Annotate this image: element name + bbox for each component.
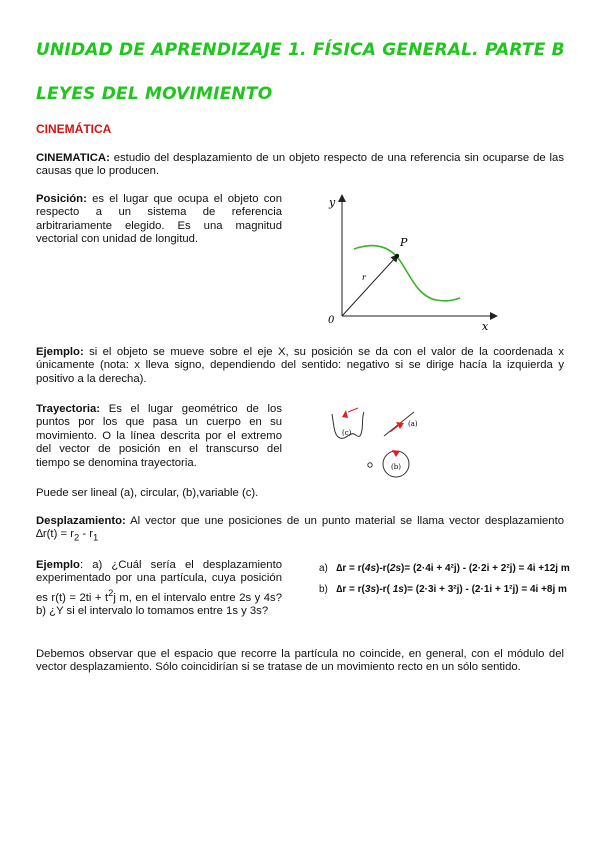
circle-center-marker — [368, 463, 372, 467]
ejemplo2-text-a: : a) ¿Cuál sería el desplazamiento experimentado por una partícula, cuya posición es r(t) = 2ti + t — [36, 559, 282, 604]
label-a: (a) — [408, 420, 418, 428]
answer-a-part1: ∆r = r( — [336, 563, 365, 574]
point-p — [395, 254, 399, 258]
label-c: (c) — [342, 429, 352, 437]
answer-a-part3: )= (2·4i + 4²j) - (2·2i + 2²j) = 4i +12j m — [401, 563, 570, 574]
y-axis-label: y — [329, 196, 336, 209]
variable-body-marker — [342, 410, 348, 418]
trayectoria-paragraph — [36, 403, 282, 470]
ejemplo1-text: si el objeto se mueve sobre el eje X, su posición se da con el valor de la coordenada x únicamente (nota: x lleva signo, dependiendo del sentido: negativo si se dirige hacía la izquierda y positivo a la derecha). — [36, 346, 564, 385]
position-vector-figure — [316, 192, 502, 336]
posicion-text: es el lugar que ocupa el objeto con respecto a un sistema de referencia arbitrariamente elegido. Es una magnitud vectorial con unidad de longitud. — [36, 193, 282, 246]
answer-b-time1: 1s — [392, 584, 404, 595]
ejemplo1-term: Ejemplo: — [36, 346, 84, 358]
ejemplo1-paragraph — [36, 346, 564, 386]
answer-a-time2: 4s — [364, 563, 377, 574]
document-subtitle: LEYES DEL MOVIMIENTO — [36, 84, 273, 104]
answer-b-part3: )= (2·3i + 3²j) - (2·1i + 1²j) = 4i +8j m — [403, 584, 567, 595]
answer-b-part1: ∆r = r( — [336, 584, 365, 595]
label-b: (b) — [391, 463, 401, 471]
ejemplo2-sup: 2 — [108, 586, 114, 598]
trajectory-types-figure — [326, 404, 436, 480]
position-vector — [342, 257, 396, 316]
posicion-term: Posición: — [36, 193, 87, 205]
trayectoria-types: Puede ser lineal (a), circular, (b),variable (c). — [36, 487, 259, 499]
cinematica-text: estudio del desplazamiento de un objeto respecto de una referencia sin ocuparse de las causas que lo producen. — [36, 152, 564, 178]
desplazamiento-sub1: 1 — [93, 531, 99, 543]
answer-b-part2: )-r( — [376, 584, 393, 595]
desplazamiento-paragraph — [36, 515, 564, 544]
observacion-paragraph: Debemos observar que el espacio que recorre la partícula no coincide, en general, con el módulo del vector desplazamiento. Sólo coincidirían si se tratase de un movimiento recto en un sólo sentido. — [36, 648, 564, 674]
trayectoria-term: Trayectoria: — [36, 403, 101, 415]
answer-b-time2: 3s — [364, 584, 377, 595]
answer-a-label: a) — [319, 563, 328, 574]
cinematica-paragraph — [36, 152, 564, 179]
x-axis-label: x — [482, 320, 489, 333]
cinematica-term: CINEMATICA: — [36, 152, 110, 164]
answer-a-time1: 2s — [389, 563, 402, 574]
ejemplo2-term: Ejemplo — [36, 559, 80, 571]
origin-label: 0 — [328, 315, 335, 326]
linear-velocity-arrow — [390, 426, 398, 432]
ejemplo2-paragraph — [36, 559, 282, 618]
point-p-label: P — [400, 236, 408, 249]
answer-a-part2: )-r( — [376, 563, 390, 574]
desplazamiento-sub2: 2 — [73, 531, 80, 543]
trajectory-curve — [354, 246, 460, 301]
posicion-paragraph — [36, 193, 282, 247]
variable-velocity-arrow — [348, 408, 358, 412]
vector-r-label: r — [362, 273, 366, 282]
section-heading: CINEMÁTICA — [36, 122, 112, 136]
answer-a — [319, 563, 570, 575]
circular-body-marker — [392, 450, 400, 457]
ejemplo2-text-b: j m, en el intervalo entre 2s y 4s? b) ¿Y si el intervalo lo tomamos entre 1s y 3s? — [36, 591, 282, 617]
desplazamiento-text: Al vector que une posiciones de un punto material se llama vector desplazamiento ∆r(t) = r — [36, 515, 564, 541]
desplazamiento-term: Desplazamiento: — [36, 515, 126, 527]
trayectoria-text: Es el lugar geométrico de los puntos por los que pasa un cuerpo en su movimiento. O la línea descrita por el extremo del vector de posición en el transcurso del tiempo se denomina trayectoria. — [36, 403, 282, 469]
document-title: UNIDAD DE APRENDIZAJE 1. FÍSICA GENERAL. PARTE B — [36, 40, 565, 60]
answer-b-label: b) — [319, 584, 328, 595]
desplazamiento-minus: - r — [79, 528, 94, 541]
answer-b — [319, 584, 567, 596]
